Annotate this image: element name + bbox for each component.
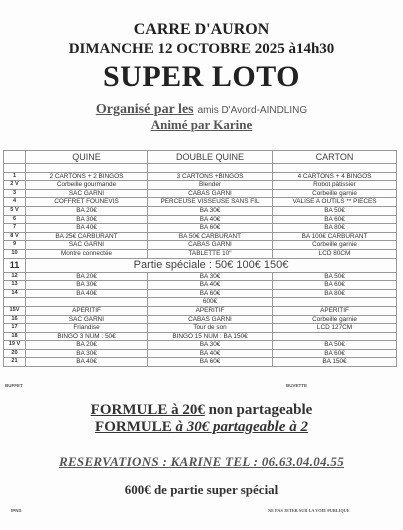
- table-row: [4, 172, 397, 181]
- quine-prize: SAC GARNI: [26, 189, 148, 198]
- double-quine-prize: BA 60€: [148, 289, 273, 298]
- carton-prize: BA 100€ CARBURANT: [273, 232, 397, 241]
- row-number: 16: [4, 315, 26, 324]
- col-quine-header: QUINE: [26, 151, 148, 164]
- quine-prize: SAC GARNI: [26, 241, 148, 250]
- organizer-name: amis D'Avord-AINDLING: [197, 105, 308, 116]
- quine-prize: BA 40€: [26, 358, 148, 367]
- quine-prize: BA 30€: [26, 281, 148, 290]
- double-quine-prize: Blender: [148, 181, 273, 190]
- row-number: 8 V: [4, 232, 26, 241]
- double-quine-prize: BINGO 15 NUM : BA 150€: [148, 332, 273, 341]
- ipns-label: IPNS: [11, 508, 22, 513]
- event-date: DIMANCHE 12 OCTOBRE 2025 à14h30: [68, 41, 335, 57]
- row-number: 4: [4, 198, 26, 207]
- organizer-line: [0, 100, 403, 118]
- row-number: 19 V: [4, 341, 26, 350]
- super-special-line: 600€ de partie super spécial: [124, 482, 279, 497]
- double-quine-prize: BA 60€: [148, 224, 273, 233]
- col-double-quine-header: DOUBLE QUINE: [148, 151, 273, 164]
- row-number: [4, 298, 26, 307]
- quine-prize: 2 CARTONS + 2 BINGOS: [26, 172, 148, 181]
- quine-prize: Montre connectée: [26, 249, 148, 258]
- event-title: SUPER LOTO: [103, 60, 300, 93]
- table-row: [4, 289, 397, 298]
- table-row: [4, 206, 397, 215]
- row-number: 1: [4, 172, 26, 181]
- double-quine-prize: CABAS GARNI: [148, 189, 273, 198]
- row-number: 2 V: [4, 181, 26, 190]
- carton-prize: VALISE A OUTILS ** PIECES: [273, 198, 397, 207]
- double-quine-prize: BA 30€: [148, 341, 273, 350]
- quine-prize: COFFRET FOUNEVIS: [26, 198, 148, 207]
- row-number: 12: [4, 272, 26, 281]
- formule-30: [0, 419, 403, 436]
- double-quine-prize: Tour de son: [148, 324, 273, 333]
- quine-prize: SAC GARNI: [26, 315, 148, 324]
- table-row: [4, 198, 397, 207]
- table-row: [4, 341, 397, 350]
- carton-prize: 4 CARTONS + 4 BINGOS: [273, 172, 397, 181]
- carton-prize: Corbeille garnie: [273, 315, 397, 324]
- double-quine-prize: PERCEUSE VISSEUSE SANS FIL: [148, 198, 273, 207]
- row-number: 21: [4, 358, 26, 367]
- double-quine-prize: BA 60€: [148, 358, 273, 367]
- quine-prize: [26, 298, 148, 307]
- table-row: [4, 258, 397, 272]
- double-quine-prize: BA 50€ CARBURANT: [148, 232, 273, 241]
- carton-prize: BA 50€: [273, 272, 397, 281]
- table-row: [4, 232, 397, 241]
- quine-prize: Corbeille gourmande: [26, 181, 148, 190]
- table-row: [4, 315, 397, 324]
- quine-prize: BINGO 3 NUM : 50€: [26, 332, 148, 341]
- table-row: [4, 298, 397, 307]
- table-row: [4, 306, 397, 315]
- formule-20-price: FORMULE à 20€: [90, 402, 205, 418]
- row-number: 18: [4, 332, 26, 341]
- row-number: [4, 164, 26, 173]
- row-number: 7: [4, 224, 26, 233]
- double-quine-prize: BA 40€: [148, 215, 273, 224]
- double-quine-prize: CABAS GARNI: [148, 315, 273, 324]
- quine-prize: BA 20€: [26, 341, 148, 350]
- quine-prize: BA 20€: [26, 206, 148, 215]
- quine-prize: BA 30€: [26, 349, 148, 358]
- carton-prize: BA 60€: [273, 215, 397, 224]
- col-carton-header: CARTON: [273, 151, 397, 164]
- table-row: [4, 189, 397, 198]
- table-row: [4, 249, 397, 258]
- formule-20: [0, 402, 403, 419]
- double-quine-prize: APERITIF: [148, 306, 273, 315]
- carton-prize: BA 60€: [273, 281, 397, 290]
- do-not-litter-notice: NE PAS JETER SUR LA VOIE PUBLIQUE: [268, 508, 350, 513]
- event-venue: CARRE D'AURON: [133, 21, 270, 38]
- row-number: 5 V: [4, 206, 26, 215]
- carton-prize: BA 80€: [273, 224, 397, 233]
- quine-prize: BA 20€: [26, 272, 148, 281]
- table-row: [4, 358, 397, 367]
- row-number: 20: [4, 349, 26, 358]
- carton-prize: [273, 332, 397, 341]
- quine-prize: APERITIF: [26, 306, 148, 315]
- carton-prize: [273, 164, 397, 173]
- row-number: 17: [4, 324, 26, 333]
- carton-prize: BA 80€: [273, 289, 397, 298]
- row-number: 15V: [4, 306, 26, 315]
- table-row: [4, 324, 397, 333]
- carton-prize: Corbeille garnie: [273, 241, 397, 250]
- table-row: [4, 332, 397, 341]
- host-line: Animé par Karine: [150, 117, 253, 132]
- buvette-label: BUVETTE: [286, 383, 308, 388]
- formule-20-desc: non partageable: [204, 402, 313, 418]
- row-number: 13: [4, 281, 26, 290]
- row-number: 10: [4, 249, 26, 258]
- carton-prize: BA 50€: [273, 341, 397, 350]
- table-row: [4, 215, 397, 224]
- double-quine-prize: TABLETTE 10": [148, 249, 273, 258]
- row-number: 9: [4, 241, 26, 250]
- row-number: 6: [4, 215, 26, 224]
- carton-prize: Robot pâtissier: [273, 181, 397, 190]
- carton-prize: LCD 80CM: [273, 249, 397, 258]
- table-row: [4, 181, 397, 190]
- table-header-row: [4, 151, 397, 164]
- carton-prize: Corbeille garnie: [273, 189, 397, 198]
- double-quine-prize: [148, 164, 273, 173]
- table-row: [4, 349, 397, 358]
- col-num-header: [4, 151, 26, 164]
- quine-prize: Friandise: [26, 324, 148, 333]
- carton-prize: BA 60€: [273, 349, 397, 358]
- carton-prize: BA 50€: [273, 206, 397, 215]
- reservations-line: RESERVATIONS : KARINE TEL : 06.63.04.04.55: [58, 454, 345, 469]
- formule-30-prefix: FORMULE: [95, 419, 176, 435]
- prize-rows: [4, 164, 397, 367]
- quine-prize: BA 25€ CARBURANT: [26, 232, 148, 241]
- double-quine-prize: BA 30€: [148, 206, 273, 215]
- carton-prize: LCD 127CM: [273, 324, 397, 333]
- row-number: 11: [4, 258, 26, 272]
- table-row: [4, 224, 397, 233]
- buffet-label: BUFFET: [5, 383, 23, 388]
- row-number: 14: [4, 289, 26, 298]
- double-quine-prize: 3 CARTONS +BINGOS: [148, 172, 273, 181]
- double-quine-prize: CABAS GARNI: [148, 241, 273, 250]
- formule-30-desc: à 30€ partageable à 2: [175, 419, 308, 435]
- carton-prize: BA 150€: [273, 358, 397, 367]
- quine-prize: BA 40€: [26, 289, 148, 298]
- double-quine-prize: BA 40€: [148, 349, 273, 358]
- quine-prize: BA 40€: [26, 224, 148, 233]
- row-number: 3: [4, 189, 26, 198]
- table-row: [4, 241, 397, 250]
- carton-prize: APERITIF: [273, 306, 397, 315]
- table-row: [4, 164, 397, 173]
- table-row: [4, 281, 397, 290]
- double-quine-prize: BA 30€: [148, 272, 273, 281]
- quine-prize: BA 30€: [26, 215, 148, 224]
- quine-prize: [26, 164, 148, 173]
- double-quine-prize: 600€: [148, 298, 273, 307]
- prize-table: [3, 150, 397, 367]
- double-quine-prize: BA 40€: [148, 281, 273, 290]
- carton-prize: [273, 298, 397, 307]
- special-game-cell: Partie spéciale : 50€ 100€ 150€: [26, 258, 397, 272]
- table-row: [4, 272, 397, 281]
- organizer-prefix: Organisé par les: [95, 102, 194, 117]
